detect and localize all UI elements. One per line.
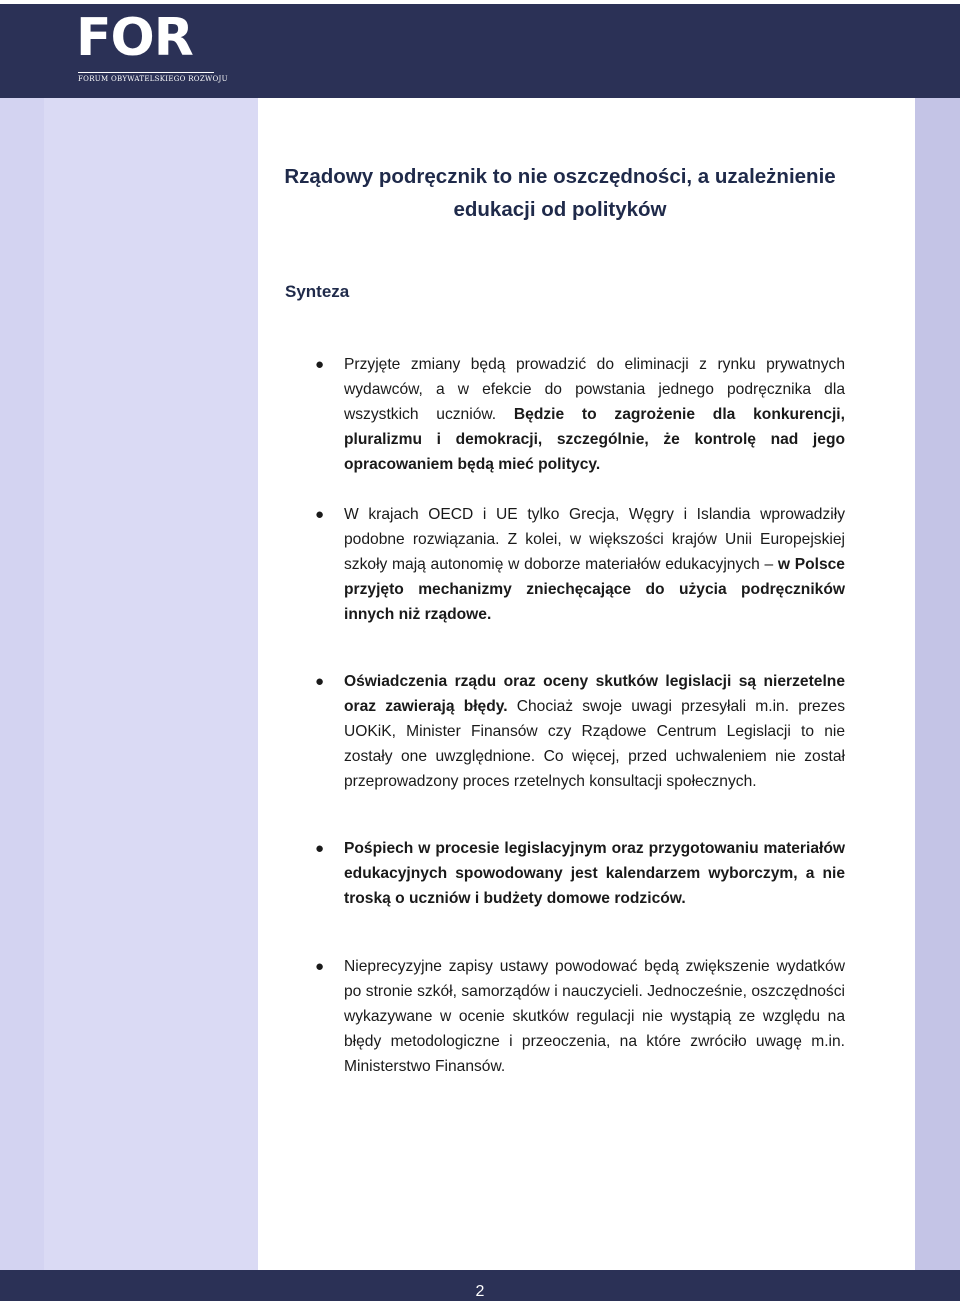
bullet-bold-text: w Polsce przyjęto mechanizmy zniechęcające do użycia podręczników innych niż rządowe. bbox=[344, 556, 845, 623]
list-item bbox=[315, 352, 845, 477]
bullet-text: Nieprecyzyjne zapisy ustawy powodować będą zwiększenie wydatków po stronie szkół, samorządów i nauczycieli. Jednocześnie, oszczędności wykazywane w ocenie skutków regulacji nie wystąpią ze względu na błędy metodologiczne i przeoczenia, na które zwróciło uwagę m.in. Ministerstwo Finansów. bbox=[344, 958, 845, 1075]
bullet-bold-text: Oświadczenia rządu oraz oceny skutków legislacji są nierzetelne oraz zawierają błędy. bbox=[344, 673, 845, 715]
logo-subtitle: FORUM OBYWATELSKIEGO ROZWOJU bbox=[78, 75, 228, 83]
right-margin-panel bbox=[915, 98, 960, 1270]
for-logo bbox=[76, 8, 228, 88]
logo-divider bbox=[78, 72, 214, 73]
bullet-text: Chociaż swoje uwagi przesyłali m.in. prezes UOKiK, Minister Finansów czy Rządowe Centrum Legislacji to nie zostały one uwzględnione. Co więcej, przed uchwaleniem nie został przeprowadzony proces rzetelnych konsultacji społecznych. bbox=[344, 698, 845, 790]
bullet-icon: ● bbox=[315, 958, 325, 975]
logo-text: FOR bbox=[76, 8, 193, 68]
page-number: 2 bbox=[475, 1283, 485, 1300]
left-margin-panel-inner bbox=[44, 98, 258, 1270]
summary-list bbox=[315, 352, 845, 1079]
list-item bbox=[315, 669, 845, 794]
list-item bbox=[315, 836, 845, 911]
bullet-icon: ● bbox=[315, 673, 325, 690]
bullet-text: Przyjęte zmiany będą prowadzić do eliminacji z rynku prywatnych wydawców, a w efekcie do powstania jednego podręcznika dla wszystkich uczniów. bbox=[344, 356, 845, 423]
bullet-icon: ● bbox=[315, 506, 325, 523]
list-item bbox=[315, 954, 845, 1079]
bullet-text: W krajach OECD i UE tylko Grecja, Węgry i Islandia wprowadziły podobne rozwiązania. Z kolei, w większości krajów Unii Europejskiej szkoły mają autonomię w doborze materiałów edukacyjnych – bbox=[344, 506, 845, 573]
bullet-icon: ● bbox=[315, 840, 325, 857]
list-item bbox=[315, 502, 845, 627]
bullet-bold-text: Pośpiech w procesie legislacyjnym oraz przygotowaniu materiałów edukacyjnych spowodowany jest kalendarzem wyborczym, a nie troską o uczniów i budżety domowe rodziców. bbox=[344, 840, 845, 907]
document-title: Rządowy podręcznik to nie oszczędności, a uzależnienie edukacji od polityków bbox=[284, 165, 836, 221]
bullet-icon: ● bbox=[315, 356, 325, 373]
section-heading: Synteza bbox=[285, 282, 350, 301]
bullet-bold-text: Będzie to zagrożenie dla konkurencji, pluralizmu i demokracji, szczególnie, że kontrolę nad jego opracowaniem będą mieć politycy. bbox=[344, 406, 845, 473]
